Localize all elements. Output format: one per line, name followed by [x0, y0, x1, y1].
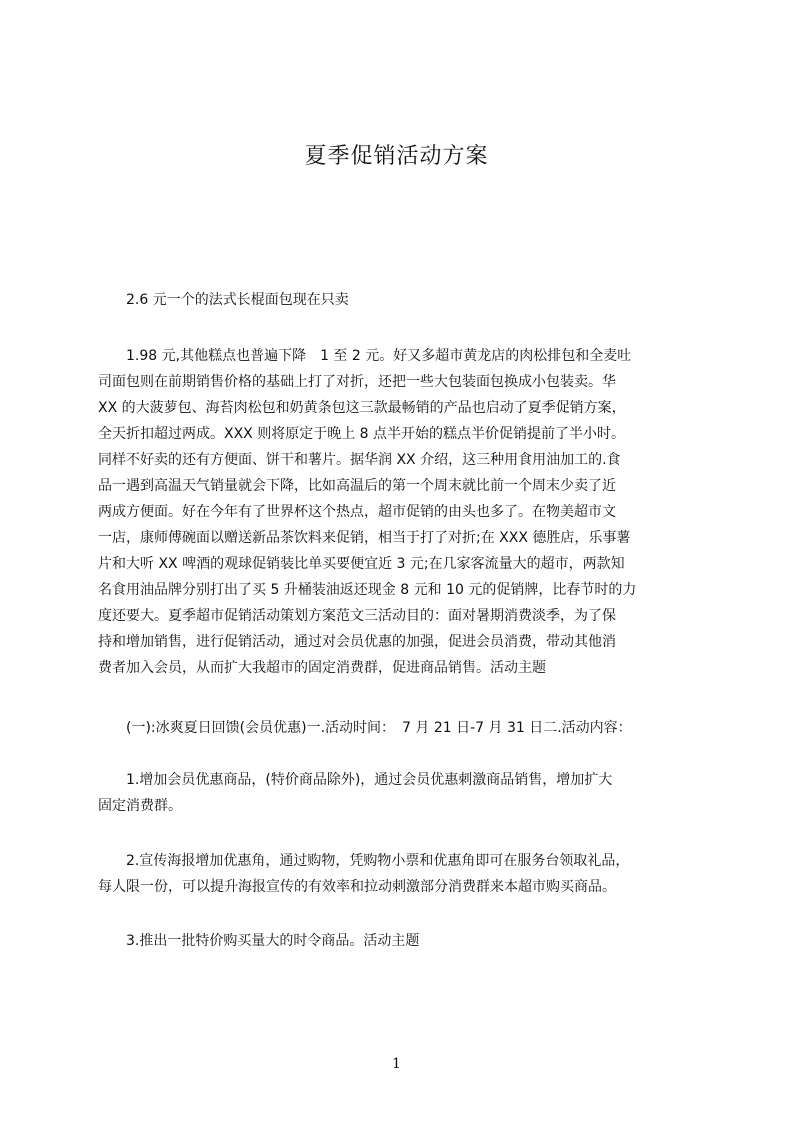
paragraph-line: 固定消费群。	[98, 798, 182, 814]
paragraph-2	[98, 343, 697, 681]
paragraph-4	[98, 767, 697, 819]
paragraph-line: 持和增加销售，进行促销活动，通过对会员优惠的加强，促进会员消费，带动其他消	[98, 634, 616, 650]
paragraph-line: 同样不好卖的还有方便面、饼干和薯片。据华润 XX 介绍，这三种用食用油加工的.食	[98, 452, 621, 468]
paragraph-line: 一店，康师傅碗面以赠送新品茶饮料来促销，相当于打了对折;在 XXX 德胜店，乐事薯	[98, 530, 631, 546]
document-title: 夏季促销活动方案	[304, 144, 489, 169]
paragraph-line: 名食用油品牌分别打出了买 5 升桶装油返还现金 8 元和 10 元的促销牌，比春节时的力	[98, 582, 637, 598]
paragraph-5	[98, 848, 697, 900]
paragraph-line: XX 的大菠萝包、海苔肉松包和奶黄条包这三款最畅销的产品也启动了夏季促销方案，	[98, 400, 626, 416]
paragraph-line: 2.6 元一个的法式长棍面包现在只卖	[98, 292, 349, 308]
paragraph-3	[98, 715, 697, 741]
paragraph-line: 司面包则在前期销售价格的基础上打了对折，还把一些大包装面包换成小包装卖。华	[98, 374, 616, 390]
paragraph-line: 1.98 元,其他糕点也普遍下降 1 至 2 元。好又多超市黄龙店的肉松排包和全麦吐	[98, 348, 632, 364]
paragraph-6	[98, 928, 697, 954]
paragraph-line: 每人限一份，可以提升海报宣传的有效率和拉动刺激部分消费群来本超市购买商品。	[98, 879, 616, 895]
page-number: 1	[392, 1056, 401, 1072]
paragraph-line: (一):冰爽夏日回馈(会员优惠)一.活动时间： 7 月 21 日-7 月 31 日二.活动内容：	[98, 720, 632, 736]
paragraph-line: 3.推出一批特价购买量大的时令商品。活动主题	[98, 933, 420, 949]
paragraph-line: 度还要大。夏季超市促销活动策划方案范文三活动目的：面对暑期消费淡季，为了保	[98, 608, 616, 624]
paragraph-line: 费者加入会员，从而扩大我超市的固定消费群，促进商品销售。活动主题	[98, 660, 546, 676]
paragraph-line: 品一遇到高温天气销量就会下降，比如高温后的第一个周末就比前一个周末少卖了近	[98, 478, 616, 494]
paragraph-line: 两成方便面。好在今年有了世界杯这个热点，超市促销的由头也多了。在物美超市文	[98, 504, 616, 520]
paragraph-line: 2.宣传海报增加优惠角，通过购物，凭购物小票和优惠角即可在服务台领取礼品，	[98, 853, 630, 869]
paragraph-line: 片和大听 XX 啤酒的观球促销装比单买要便宜近 3 元;在几家客流量大的超市，两款知	[98, 556, 625, 572]
paragraph-line: 全天折扣超过两成。XXX 则将原定于晚上 8 点半开始的糕点半价促销提前了半小时。	[98, 426, 626, 442]
paragraph-1	[98, 287, 697, 313]
paragraph-line: 1.增加会员优惠商品，(特价商品除外)，通过会员优惠刺激商品销售，增加扩大	[98, 772, 613, 788]
